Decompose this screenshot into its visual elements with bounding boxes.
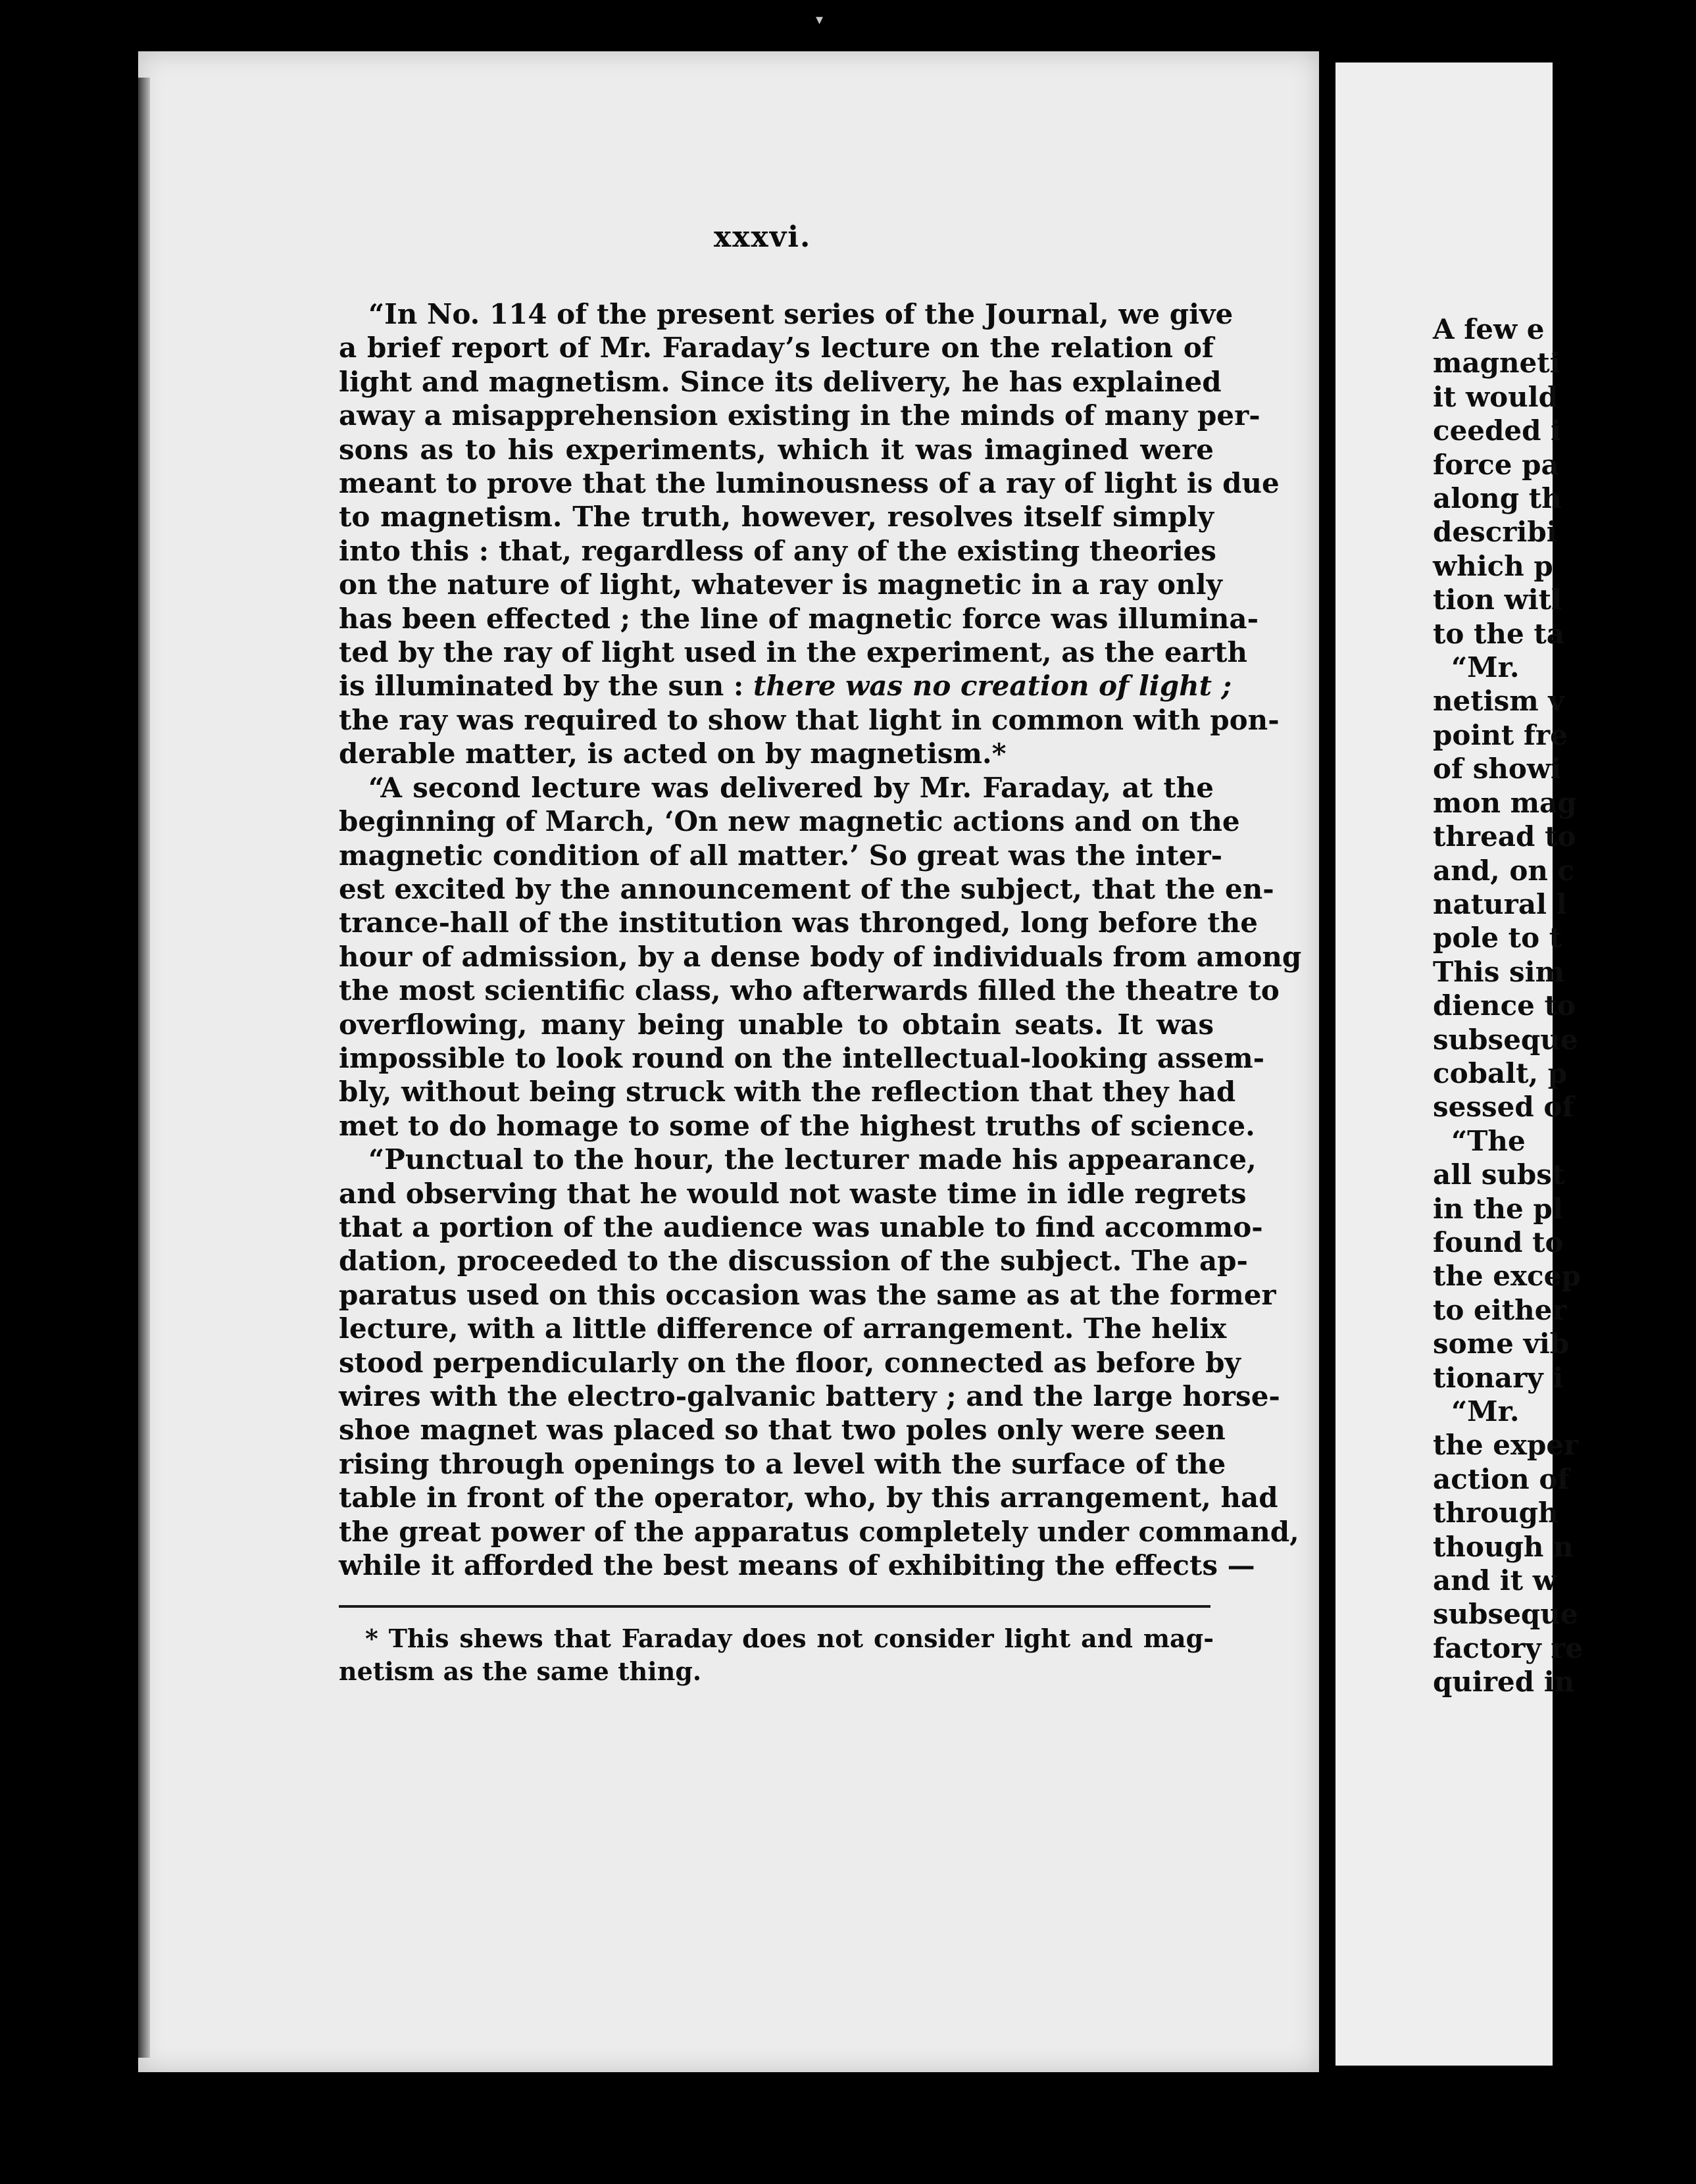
right-page-line-text: subseque bbox=[1433, 1598, 1578, 1631]
text-line-text: and observing that he would not waste time in idle regrets bbox=[339, 1177, 1247, 1210]
text-line-text: into this : that, regardless of any of the existing theories bbox=[339, 534, 1216, 567]
right-page-text bbox=[1433, 312, 1696, 1699]
page-edge bbox=[138, 78, 150, 2058]
text-line-text: impossible to look round on the intellectual-looking assem- bbox=[339, 1041, 1265, 1074]
right-page-line bbox=[1433, 718, 1696, 752]
text-line bbox=[339, 872, 1274, 906]
right-page-line-text: pole to t bbox=[1433, 922, 1562, 955]
right-page-line-text: thread to bbox=[1433, 820, 1576, 853]
text-line bbox=[339, 399, 1260, 432]
right-page-line-text: magneti bbox=[1433, 347, 1560, 380]
right-page-line-text: subseque bbox=[1433, 1023, 1578, 1056]
right-page-line-text: “Mr. bbox=[1451, 651, 1520, 684]
footnote-rule bbox=[339, 1605, 1210, 1608]
right-page-line-text: “Mr. bbox=[1451, 1395, 1520, 1427]
text-line-text: trance-hall of the institution was thronged, long before the bbox=[339, 906, 1258, 939]
right-page-line-text: some vib bbox=[1433, 1328, 1570, 1360]
right-page-line bbox=[1433, 820, 1696, 853]
right-page-line bbox=[1433, 1226, 1696, 1259]
text-line-text: beginning of March, ‘On new magnetic actions and on the bbox=[339, 805, 1240, 838]
text-line bbox=[339, 365, 1222, 399]
right-page-line bbox=[1433, 651, 1696, 684]
text-line-italic: there was no creation of light ; bbox=[753, 670, 1232, 703]
text-line bbox=[339, 1075, 1236, 1108]
right-page-line-text: netism v bbox=[1433, 685, 1564, 718]
text-line bbox=[339, 1549, 1255, 1582]
right-page-line-text: tionary i bbox=[1433, 1361, 1564, 1394]
text-line-text: lecture, with a little difference of arrangement. The helix bbox=[339, 1312, 1227, 1345]
text-line-text: on the nature of light, whatever is magnetic in a ray only bbox=[339, 568, 1222, 601]
text-line-text: rising through openings to a level with the surface of the bbox=[339, 1447, 1226, 1480]
footnote-line bbox=[339, 1655, 1214, 1688]
text-line-text: “In No. 114 of the present series of the Journal, we give bbox=[368, 298, 1234, 330]
right-page-line-text: through bbox=[1433, 1497, 1559, 1529]
text-line-text: while it afforded the best means of exhibiting the effects — bbox=[339, 1549, 1255, 1582]
text-line-text: wires with the electro-galvanic battery ; and the large horse- bbox=[339, 1380, 1280, 1412]
text-line bbox=[339, 1008, 1214, 1041]
right-page-line-text: though n bbox=[1433, 1530, 1574, 1563]
right-page-line bbox=[1433, 684, 1696, 718]
right-page-line-text: action of bbox=[1433, 1462, 1570, 1495]
text-line-text: away a misapprehension existing in the minds of many per- bbox=[339, 399, 1260, 432]
text-line bbox=[339, 534, 1214, 568]
right-page-line bbox=[1433, 1631, 1696, 1665]
text-line-text: bly, without being struck with the reflection that they had bbox=[339, 1076, 1236, 1108]
right-page-line-text: along th bbox=[1433, 482, 1562, 515]
text-line-text: overflowing, many being unable to obtain seats. It was bbox=[339, 1008, 1214, 1041]
text-line bbox=[339, 1041, 1265, 1075]
right-page-line-text: sessed of bbox=[1433, 1091, 1574, 1124]
text-line bbox=[339, 1210, 1263, 1244]
right-page-line bbox=[1433, 583, 1696, 616]
right-page-line bbox=[1433, 1395, 1696, 1428]
right-page-line bbox=[1433, 989, 1696, 1022]
right-page-line-text: quired in bbox=[1433, 1666, 1575, 1699]
right-page-line-text: “The bbox=[1451, 1124, 1526, 1157]
text-line-text: “A second lecture was delivered by Mr. Faraday, at the bbox=[368, 771, 1214, 804]
right-page-line-text: all subst bbox=[1433, 1158, 1565, 1191]
text-line bbox=[339, 669, 1232, 703]
text-line-text: the most scientific class, who afterwards filled the theatre to bbox=[339, 974, 1280, 1007]
right-page-line bbox=[1433, 346, 1696, 380]
right-page-line-text: found to bbox=[1433, 1226, 1564, 1258]
right-page-line-text: in the pl bbox=[1433, 1192, 1563, 1225]
right-page-line bbox=[1433, 617, 1696, 651]
text-line-text: has been effected ; the line of magnetic force was illumina- bbox=[339, 602, 1259, 635]
text-line bbox=[339, 1447, 1226, 1481]
text-line-text: to magnetism. The truth, however, resolves itself simply bbox=[339, 501, 1214, 534]
right-page-line bbox=[1433, 1361, 1696, 1395]
right-page-line bbox=[1433, 1056, 1696, 1090]
right-page-line bbox=[1433, 955, 1696, 989]
text-line bbox=[339, 331, 1214, 364]
text-line-text: derable matter, is acted on by magnetism.* bbox=[339, 737, 1007, 770]
right-page-line-text: the exper bbox=[1433, 1429, 1579, 1462]
text-line bbox=[339, 1346, 1241, 1379]
text-line bbox=[339, 839, 1223, 872]
right-page-line-text: to either bbox=[1433, 1293, 1567, 1326]
right-page-line bbox=[1433, 1023, 1696, 1056]
right-page-line-text: mon mag bbox=[1433, 786, 1577, 819]
text-line-text: ted by the ray of light used in the experiment, as the earth bbox=[339, 636, 1248, 669]
right-page-line bbox=[1433, 921, 1696, 955]
text-line bbox=[339, 703, 1280, 737]
text-line bbox=[339, 1312, 1227, 1345]
right-page-line-text: ceeded i bbox=[1433, 414, 1562, 447]
right-page-line bbox=[1433, 887, 1696, 921]
text-line bbox=[339, 500, 1214, 534]
right-page-line bbox=[1433, 1090, 1696, 1124]
right-page-line-text: describi bbox=[1433, 516, 1557, 549]
text-line-text: magnetic condition of all matter.’ So great was the inter- bbox=[339, 839, 1223, 872]
right-page-line bbox=[1433, 1327, 1696, 1360]
right-page-line-text: which p bbox=[1433, 549, 1553, 582]
text-line bbox=[339, 1481, 1278, 1514]
text-line-text: a brief report of Mr. Faraday’s lecture on the relation of bbox=[339, 332, 1214, 364]
text-line bbox=[339, 1413, 1226, 1447]
text-line bbox=[339, 1278, 1276, 1312]
footnote-line bbox=[339, 1622, 1214, 1655]
text-line-text: the great power of the apparatus completely under command, bbox=[339, 1515, 1299, 1548]
text-line-text: paratus used on this occasion was the same as at the former bbox=[339, 1278, 1276, 1311]
right-page-line-text: This sim bbox=[1433, 955, 1565, 988]
text-line bbox=[339, 1177, 1247, 1210]
right-page-line bbox=[1433, 854, 1696, 887]
right-page-line-text: and, on c bbox=[1433, 854, 1575, 887]
text-line bbox=[339, 602, 1259, 635]
footnote-line-text: netism as the same thing. bbox=[339, 1656, 702, 1686]
text-line bbox=[339, 297, 1234, 331]
right-page-line bbox=[1433, 1530, 1696, 1564]
text-line-text: is illuminated by the sun : bbox=[339, 670, 754, 703]
right-page-line-text: and it w bbox=[1433, 1564, 1557, 1597]
page-number: xxxvi. bbox=[714, 220, 812, 254]
text-line-text: dation, proceeded to the discussion of the subject. The ap- bbox=[339, 1245, 1248, 1278]
right-page-line-text: tion witl bbox=[1433, 583, 1562, 616]
right-page-line bbox=[1433, 1597, 1696, 1631]
right-page-line bbox=[1433, 549, 1696, 583]
right-page-line bbox=[1433, 448, 1696, 482]
right-page-line bbox=[1433, 1124, 1696, 1158]
right-page-line bbox=[1433, 752, 1696, 785]
right-page-line bbox=[1433, 482, 1696, 515]
text-line bbox=[339, 737, 1214, 770]
right-page-line-text: dience to bbox=[1433, 989, 1576, 1022]
text-line-text: hour of admission, by a dense body of individuals from among bbox=[339, 940, 1302, 973]
right-page-line bbox=[1433, 1462, 1696, 1496]
right-page-line-text: point fre bbox=[1433, 718, 1568, 751]
body-text bbox=[339, 297, 1302, 1582]
right-page-line-text: it would bbox=[1433, 380, 1559, 413]
right-page-line bbox=[1433, 414, 1696, 447]
right-page-line-text: of showi bbox=[1433, 753, 1562, 785]
text-line-text: “Punctual to the hour, the lecturer made his appearance, bbox=[368, 1143, 1257, 1176]
right-page-line bbox=[1433, 1496, 1696, 1529]
text-line bbox=[339, 974, 1280, 1007]
text-line bbox=[339, 568, 1222, 601]
text-line-text: sons as to his experiments, which it was imagined were bbox=[339, 433, 1214, 466]
right-page-line-text: to the ta bbox=[1433, 617, 1564, 650]
right-page-line-text: natural l bbox=[1433, 887, 1567, 920]
text-line bbox=[339, 1515, 1299, 1549]
text-line bbox=[339, 466, 1280, 500]
right-page-line bbox=[1433, 312, 1696, 346]
binding-mark: ▾ bbox=[816, 12, 824, 28]
right-page-line-text: factory re bbox=[1433, 1631, 1584, 1664]
text-line bbox=[339, 1244, 1248, 1278]
text-line bbox=[339, 433, 1214, 466]
right-page-line-text: A few e bbox=[1433, 313, 1545, 345]
right-page-line bbox=[1433, 1665, 1696, 1699]
text-line bbox=[339, 940, 1302, 974]
right-page-line-text: cobalt, p bbox=[1433, 1056, 1568, 1089]
right-page-line-text: the excep bbox=[1433, 1260, 1581, 1293]
text-line bbox=[339, 1109, 1255, 1143]
right-page-line bbox=[1433, 1192, 1696, 1226]
text-line-text: the ray was required to show that light in common with pon- bbox=[339, 703, 1280, 736]
right-page-line bbox=[1433, 515, 1696, 549]
text-line-text: shoe magnet was placed so that two poles only were seen bbox=[339, 1414, 1226, 1447]
text-line-text: table in front of the operator, who, by this arrangement, had bbox=[339, 1481, 1278, 1514]
text-line bbox=[339, 1379, 1280, 1413]
text-line-text: that a portion of the audience was unable to find accommo- bbox=[339, 1210, 1263, 1243]
text-line-text: light and magnetism. Since its delivery, he has explained bbox=[339, 365, 1222, 398]
text-line bbox=[339, 771, 1214, 805]
right-page-line bbox=[1433, 786, 1696, 820]
text-line-text: meant to prove that the luminousness of a ray of light is due bbox=[339, 467, 1280, 500]
text-line bbox=[339, 635, 1248, 669]
right-page-line bbox=[1433, 1564, 1696, 1597]
text-line-text: stood perpendicularly on the floor, connected as before by bbox=[339, 1346, 1241, 1379]
right-page-line bbox=[1433, 1293, 1696, 1327]
text-line bbox=[339, 1143, 1257, 1176]
footnote bbox=[339, 1622, 1214, 1688]
text-line bbox=[339, 805, 1240, 838]
footnote-line-text: * This shews that Faraday does not consider light and mag- bbox=[365, 1624, 1214, 1653]
text-line-text: met to do homage to some of the highest truths of science. bbox=[339, 1109, 1255, 1142]
right-page-line-text: force pa bbox=[1433, 448, 1559, 481]
right-page-line bbox=[1433, 1428, 1696, 1462]
text-line bbox=[339, 906, 1258, 939]
text-line-text: est excited by the announcement of the subject, that the en- bbox=[339, 872, 1274, 905]
right-page-line bbox=[1433, 1259, 1696, 1293]
right-page-line bbox=[1433, 380, 1696, 414]
right-page-line bbox=[1433, 1158, 1696, 1191]
